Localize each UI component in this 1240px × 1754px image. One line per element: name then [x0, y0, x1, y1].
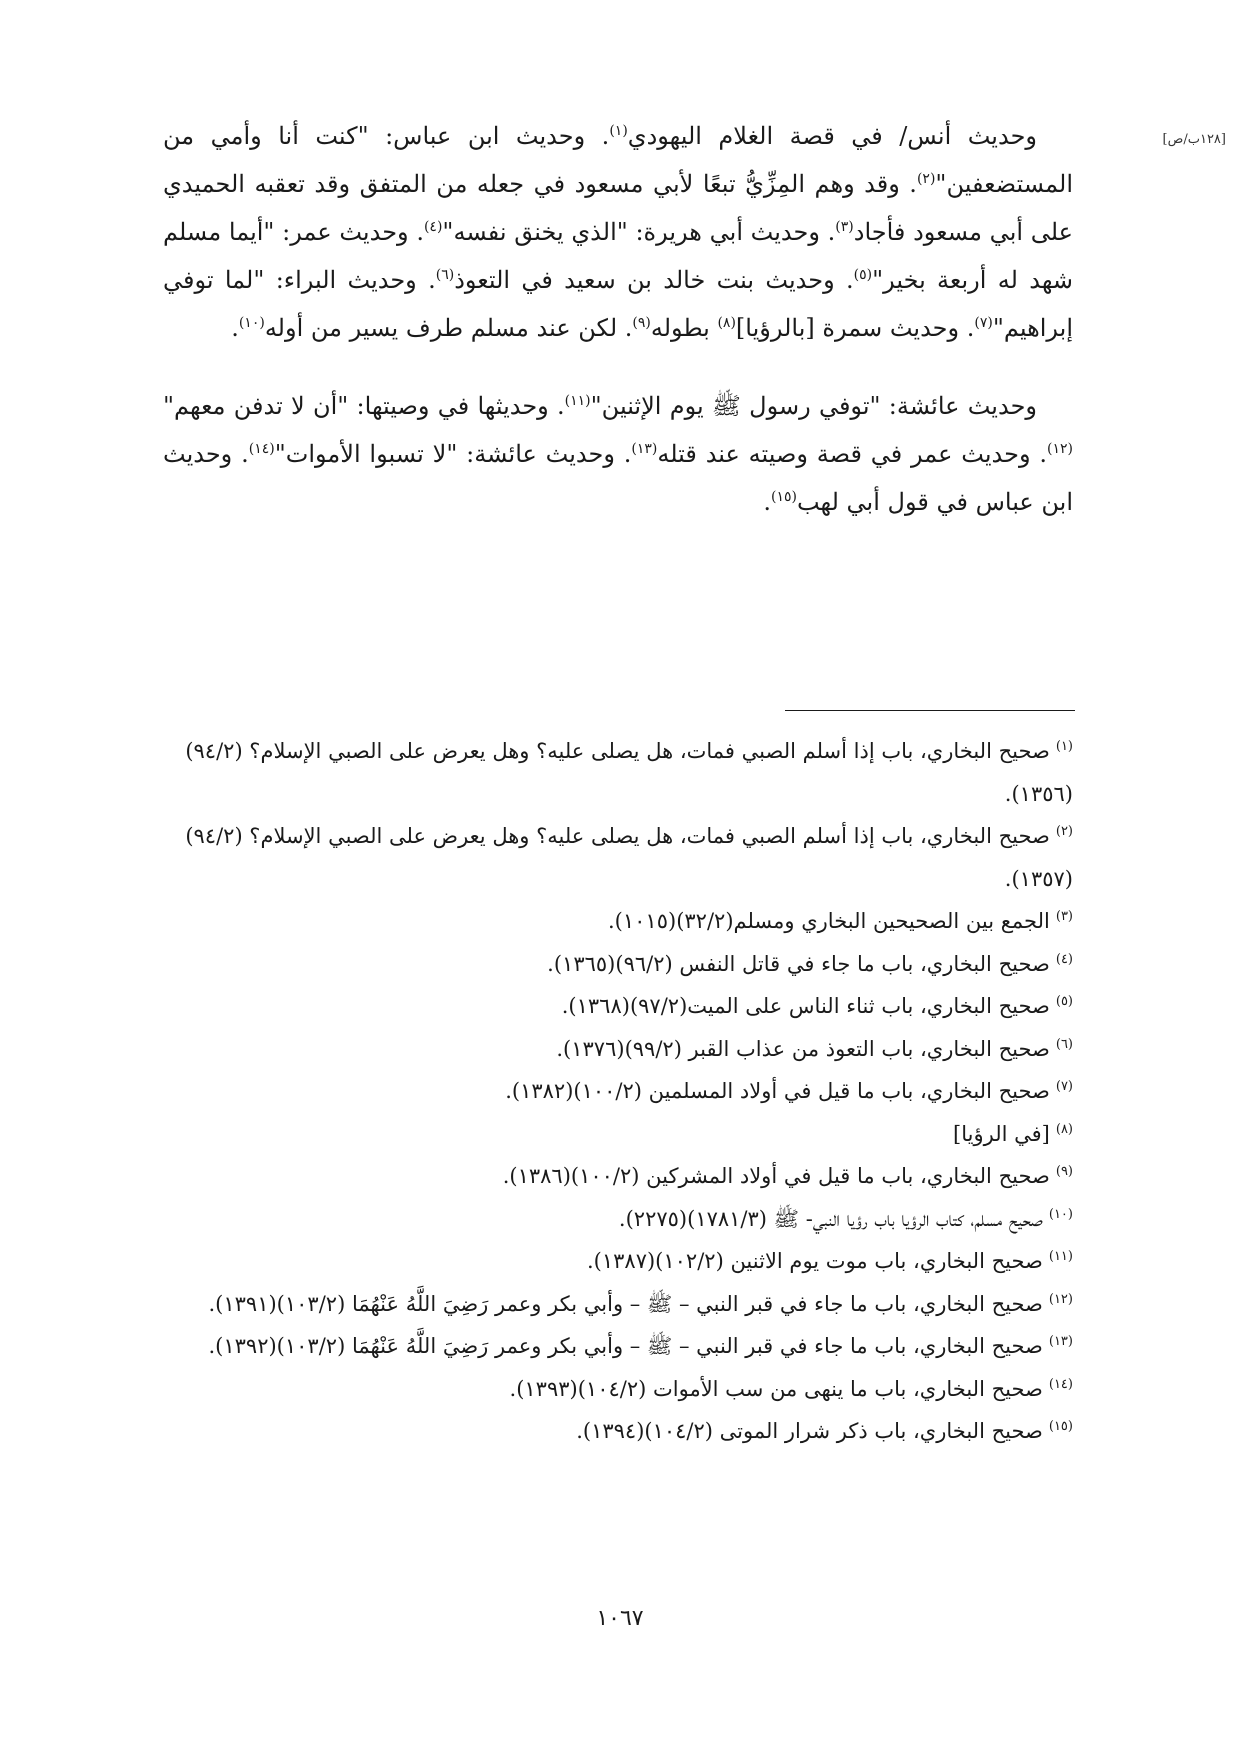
footnote-text: صحيح البخاري، باب موت يوم الاثنين (١٠٢/٢)(١٣٨٧).: [586, 1249, 1043, 1273]
footnote-reference[interactable]: (١٢): [1047, 441, 1073, 457]
body-text-segment: . وحديث ابن عباس: "كنت أنا وأمي من المستضعفين": [163, 122, 1073, 198]
footnote-item: [157, 900, 1073, 943]
footnote-text: صحيح البخاري، باب إذا أسلم الصبي فمات، هل يصلى عليه؟ وهل يعرض على الصبي الإسلام؟ (٩٤/٢)(١٣٥٦).: [185, 739, 1073, 806]
footnote-number: (٢): [1055, 824, 1073, 839]
footnote-reference[interactable]: (١٤): [248, 441, 275, 457]
footnote-item: [157, 1198, 1073, 1241]
body-text-segment: بطوله: [650, 314, 718, 342]
footnote-reference[interactable]: (١٥): [771, 489, 797, 505]
footnote-number: (١١): [1048, 1249, 1073, 1264]
body-text-segment: وحديث عائشة: "توفي رسول ﷺ يوم الإثنين": [590, 392, 1037, 420]
footnote-number: (٦): [1055, 1036, 1073, 1052]
footnotes-section: [157, 730, 1073, 1453]
footnote-text: صحيح البخاري، باب ما قيل في أولاد المشركين (١٠٠/٢)(١٣٨٦).: [502, 1164, 1050, 1188]
footnote-reference[interactable]: (٥): [853, 267, 873, 283]
footnote-text: صحيح البخاري، باب ما جاء في قبر النبي – ﷺ – وأبي بكر وعمر رَضِيَ اللَّهُ عَنْهُمَا (١٠٣/٢)(١٣٩١).: [208, 1291, 1043, 1316]
body-paragraph: [163, 382, 1073, 526]
body-text-segment: .: [763, 488, 771, 516]
footnote-text: صحيح البخاري، باب ما جاء في قبر النبي – ﷺ – وأبي بكر وعمر رَضِيَ اللَّهُ عَنْهُمَا (١٠٣/٢)(١٣٩٢).: [208, 1334, 1043, 1358]
body-text-segment: . وقد وهم المِزِّيُّ تبعًا لأبي مسعود في جعله من المتفق وقد تعقبه الحميدي على أبي مسعود فأجاد: [163, 170, 1073, 246]
footnote-item: [157, 1410, 1073, 1453]
footnote-number: (٤): [1055, 951, 1073, 967]
body-text-segment: .: [231, 314, 239, 342]
footnote-number: (١): [1055, 739, 1073, 754]
body-text-segment: . وحديث عائشة: "لا تسبوا الأموات": [274, 440, 632, 468]
footnote-item: [157, 943, 1073, 986]
footnote-number: (١٢): [1048, 1291, 1073, 1307]
main-text-body: [163, 112, 1073, 556]
body-text-segment: . وحديثها في وصيتها: "أن لا تدفن معهم": [163, 392, 565, 420]
footnote-reference[interactable]: (٩): [632, 315, 651, 331]
body-text-segment: وحديث أنس/ في قصة الغلام اليهودي: [627, 122, 1038, 150]
footnote-item: [157, 730, 1073, 815]
footnote-number: (١٤): [1048, 1376, 1073, 1392]
body-text-segment: . لكن عند مسلم طرف يسير من أوله: [264, 314, 633, 342]
body-text-segment: . وحديث عمر: "أيما مسلم شهد له أربعة بخير": [163, 218, 1073, 294]
body-text-segment: . وحديث عمر في قصة وصيته عند قتله: [657, 440, 1048, 468]
footnote-number: (١٥): [1048, 1419, 1073, 1434]
footnote-number: (٣): [1055, 909, 1073, 924]
footnote-text: الجمع بين الصحيحين البخاري ومسلم(٣٢/٢)(١٠١٥).: [608, 909, 1050, 933]
footnote-reference[interactable]: (٦): [435, 267, 455, 283]
body-text-segment: . وحديث بنت خالد بن سعيد في التعوذ: [454, 266, 854, 294]
footnote-reference[interactable]: (٢): [916, 171, 936, 187]
page-number: ١٠٦٧: [596, 1606, 644, 1631]
footnote-reference[interactable]: (٤): [423, 219, 443, 235]
footnote-item: [157, 1368, 1073, 1411]
footnote-item: [157, 1155, 1073, 1198]
footnote-number: (١٠): [1048, 1206, 1073, 1222]
footnote-reference[interactable]: (٨): [717, 315, 736, 331]
footnote-number: (٥): [1055, 994, 1073, 1009]
footnote-number: (١٣): [1048, 1334, 1073, 1349]
footnote-text: صحيح البخاري، باب ما جاء في قاتل النفس (٩٦/٢)(١٣٦٥).: [547, 951, 1050, 976]
footnote-text: صحيح البخاري، باب ذكر شرار الموتى (١٠٤/٢)(١٣٩٤).: [576, 1419, 1043, 1443]
footnote-text: صحيح البخاري، باب إذا أسلم الصبي فمات، هل يصلى عليه؟ وهل يعرض على الصبي الإسلام؟ (٩٤/٢)(١٣٥٧).: [185, 824, 1073, 891]
body-text-segment: . وحديث أبي هريرة: "الذي يخنق نفسه": [442, 218, 836, 246]
footnote-text: [في الرؤيا]: [953, 1121, 1050, 1146]
footnote-item: [157, 1325, 1073, 1368]
footnote-item: [157, 1070, 1073, 1113]
footnote-item: [157, 1113, 1073, 1156]
footnote-reference[interactable]: (١): [609, 123, 628, 139]
footnote-reference[interactable]: (٧): [974, 315, 993, 331]
body-paragraph: [163, 112, 1073, 352]
footnote-item: [157, 1028, 1073, 1071]
footnote-number: (٨): [1055, 1121, 1073, 1137]
body-text-segment: . وحديث البراء: "لما توفي إبراهيم": [163, 266, 1073, 342]
footnote-reference[interactable]: (١٠): [238, 315, 265, 331]
footnote-text: صحيح البخاري، باب التعوذ من عذاب القبر (٩٩/٢)(١٣٧٦).: [556, 1036, 1050, 1061]
body-text-segment: . وحديث ابن عباس في قول أبي لهب: [163, 440, 1073, 516]
footnote-text: صحيح مسلم، كتاب الرؤيا باب رؤيا النبي- ﷺ (١٧٨١/٣)(٢٢٧٥).: [618, 1206, 1043, 1231]
footnote-item: [157, 1283, 1073, 1326]
footnote-item: [157, 1240, 1073, 1283]
footnote-text: صحيح البخاري، باب ما قيل في أولاد المسلمين (١٠٠/٢)(١٣٨٢).: [505, 1079, 1050, 1103]
footnote-item: [157, 815, 1073, 900]
footnote-text: صحيح البخاري، باب ثناء الناس على الميت(٩٧/٢)(١٣٦٨).: [561, 994, 1050, 1018]
footnote-separator: [785, 710, 1075, 711]
footnote-item: [157, 985, 1073, 1028]
footnote-reference[interactable]: (١١): [564, 393, 591, 409]
body-text-segment: . وحديث سمرة [بالرؤيا]: [735, 314, 975, 342]
footnote-text: صحيح البخاري، باب ما ينهى من سب الأموات (١٠٤/٢)(١٣٩٣).: [509, 1376, 1043, 1401]
footnote-number: (٩): [1055, 1164, 1073, 1179]
footnote-reference[interactable]: (١٣): [631, 441, 658, 457]
footnote-reference[interactable]: (٣): [835, 219, 854, 235]
footnote-number: (٧): [1055, 1079, 1073, 1094]
manuscript-margin-note: [١٢٨ب/ص]: [1162, 132, 1226, 147]
